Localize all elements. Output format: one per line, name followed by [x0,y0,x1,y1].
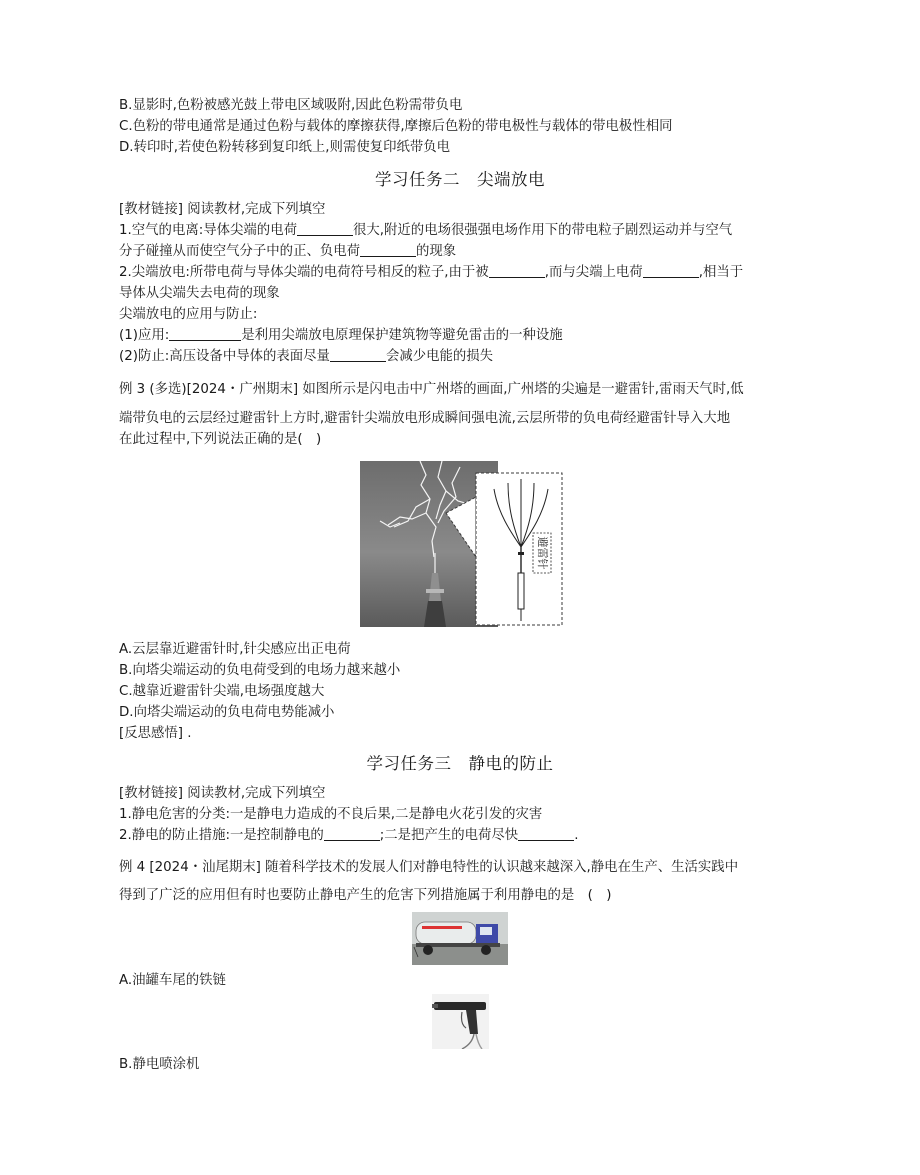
task2-apply1 [119,326,563,346]
option-b-prev: B.显影时,色粉被感光鼓上带电区域吸附,因此色粉需带负电 [119,98,463,113]
task2-link: [教材链接] 阅读教材,完成下列填空 [119,202,326,217]
fill-blank[interactable] [169,326,241,341]
task3-item2-b: ;二是把产生的电荷尽快 [379,828,519,843]
example3-line2: 端带负电的云层经过避雷针上方时,避雷针尖端放电形成瞬间强电流,云层所带的负电荷经避雷针导入大地 [119,411,731,426]
task2-item2-b: ,而与尖端上电荷 [544,265,643,280]
task2-heading: 学习任务二 尖端放电 [375,170,545,189]
fill-blank[interactable] [297,221,353,236]
fill-blank[interactable] [643,263,699,278]
task2-item2-line1 [119,263,743,283]
example3-option-a: A.云层靠近避雷针时,针尖感应出正电荷 [119,642,351,657]
example3-option-b: B.向塔尖端运动的负电荷受到的电场力越来越小 [119,663,401,678]
example3-option-c: C.越靠近避雷针尖端,电场强度越大 [119,684,325,699]
task3-heading: 学习任务三 静电的防止 [366,754,554,773]
task2-item1-c: 分子碰撞从而使空气分子中的正、负电荷 [119,244,361,259]
task2-apply1-a: (1)应用: [119,328,170,343]
task3-item2-a: 2.静电的防止措施:一是控制静电的 [119,828,324,843]
fill-blank[interactable] [330,347,386,362]
example3-line3: 在此过程中,下列说法正确的是( ) [119,432,322,447]
task3-item2 [119,826,578,846]
task2-item2-c: ,相当于 [698,265,744,280]
task2-apply-title: 尖端放电的应用与防止: [119,307,258,322]
task3-item2-c: . [574,828,579,843]
task2-apply2-a: (2)防止:高压设备中导体的表面尽量 [119,349,330,364]
task2-apply2-b: 会减少电能的损失 [385,349,494,364]
figure-label: 避雷针 [536,536,549,570]
task2-item1-b: 很大,附近的电场很强强电场作用下的带电粒子剧烈运动并与空气 [352,223,733,238]
example3-line1: 例 3 (多选)[2024・广州期末] 如图所示是闪电击中广州塔的画面,广州塔的尖遍是一避雷针,雷雨天气时,低 [119,382,744,397]
fill-blank[interactable] [518,826,574,841]
task2-item2-a: 2.尖端放电:所带电荷与导体尖端的电荷符号相反的粒子,由于被 [119,265,489,280]
option-d-prev: D.转印时,若使色粉转移到复印纸上,则需使复印纸带负电 [119,140,451,155]
task2-item2-d: 导体从尖端失去电荷的现象 [119,286,280,301]
example3-option-d: D.向塔尖端运动的负电荷电势能减小 [119,705,335,720]
fill-blank[interactable] [324,826,380,841]
oil-tanker-truck-image [412,912,508,965]
lightning-tower-figure [360,461,564,627]
task2-item1-d: 的现象 [416,244,457,259]
task2-item1-line1 [119,221,732,241]
example4-option-b: B.静电喷涂机 [119,1057,200,1072]
option-c-prev: C.色粉的带电通常是通过色粉与载体的摩擦获得,摩擦后色粉的带电极性与载体的带电极性相同 [119,119,673,134]
example4-line2: 得到了广泛的应用但有时也要防止静电产生的危害下列措施属于利用静电的是 ( ) [119,888,612,903]
fill-blank[interactable] [360,242,416,257]
task2-item1-line2 [119,242,456,262]
task2-item1-a: 1.空气的电离:导体尖端的电荷 [119,223,297,238]
example4-line1: 例 4 [2024・汕尾期末] 随着科学技术的发展人们对静电特性的认识越来越深入,静电在生产、生活实践中 [119,860,739,875]
example4-option-a: A.油罐车尾的铁链 [119,973,226,988]
task2-apply1-b: 是利用尖端放电原理保护建筑物等避免雷击的一种设施 [241,328,563,343]
task3-item1: 1.静电危害的分类:一是静电力造成的不良后果,二是静电火花引发的灾害 [119,807,543,822]
task2-apply2 [119,347,493,367]
electrostatic-spray-gun-image [432,994,489,1049]
task3-link: [教材链接] 阅读教材,完成下列填空 [119,786,326,801]
reflection-label: [反思感悟] . [119,726,192,741]
fill-blank[interactable] [489,263,545,278]
